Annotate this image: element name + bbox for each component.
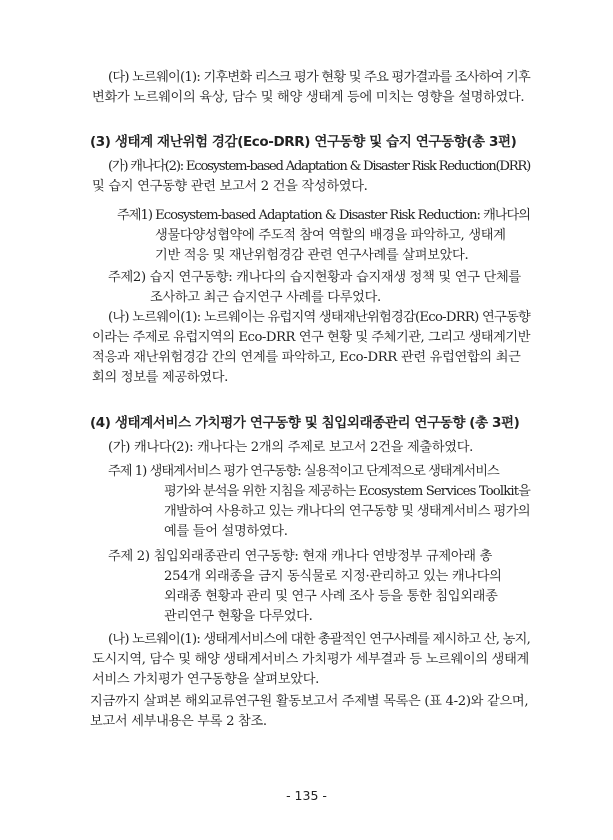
text-line: 주제 2) 침입외래종관리 연구동향: 현재 캐나다 연방정부 규제아래 총 <box>108 549 493 564</box>
text-line: 및 습지 연구동향 관련 보고서 2 건을 작성하였다. <box>92 179 368 194</box>
text-line: 254개 외래종을 금지 동식물로 지정·관리하고 있는 캐나다의 <box>164 569 502 584</box>
text-line: 적응과 재난위험경감 간의 연계를 파악하고, Eco-DRR 관련 유럽연합의 최근 <box>92 350 521 365</box>
text-line: 회의 정보를 제공하였다. <box>92 370 229 385</box>
text-line: 서비스 가치평가 연구동향을 살펴보았다. <box>92 672 320 687</box>
text-line: 평가와 분석을 위한 지침을 제공하는 Ecosystem Services Toolkit을 <box>164 484 530 499</box>
text-line: 기반 적응 및 재난위험경감 관련 연구사례를 살펴보았다. <box>155 248 469 263</box>
text-line: 이라는 주제로 유럽지역의 Eco-DRR 연구 현황 및 주체기관, 그리고 생태계기반 <box>92 330 530 345</box>
section-4-heading: (4) 생태계서비스 가치평가 연구동향 및 침입외래종관리 연구동향 (총 3편) <box>90 415 520 431</box>
section-3-topic-1 <box>117 206 530 266</box>
section-3-heading: (3) 생태계 재난위험 경감(Eco-DRR) 연구동향 및 습지 연구동향(총 3편) <box>90 134 517 150</box>
text-line: 지금까지 살펴본 해외교류연구원 활동보고서 주제별 목록은 (표 4-2)와 같으며, <box>90 694 529 709</box>
text-line: (가) 캐나다(2): 캐나다는 2개의 주제로 보고서 2건을 제출하였다. <box>108 440 474 455</box>
text-line: 주제1) Ecosystem-based Adaptation & Disaster Risk Reduction: 캐나다의 <box>117 208 530 223</box>
text-line: (나) 노르웨이(1): 생태계서비스에 대한 총괄적인 연구사례를 제시하고 산, 농지, <box>108 632 530 647</box>
text-line: (다) 노르웨이(1): 기후변화 리스크 평가 현황 및 주요 평가결과를 조사하여 기후 <box>108 70 530 85</box>
section-3-item-ga <box>92 157 530 197</box>
text-line: 보고서 세부내용은 부록 2 참조. <box>90 714 267 729</box>
text-line: 변화가 노르웨이의 육상, 담수 및 해양 생태계 등에 미치는 영향을 설명하였다. <box>92 90 525 105</box>
section-3-topic-2 <box>108 268 521 308</box>
text-line: 주제 1) 생태계서비스 평가 연구동향: 실용적이고 단계적으로 생태계서비스 <box>108 464 499 479</box>
text-line: (나) 노르웨이(1): 노르웨이는 유럽지역 생태재난위험경감(Eco-DRR) 연구동향 <box>108 310 530 325</box>
text-line: 예를 들어 설명하였다. <box>164 524 288 539</box>
intro-paragraph <box>92 68 530 108</box>
text-line: 생물다양성협약에 주도적 참여 역할의 배경을 파악하고, 생태계 <box>155 228 506 243</box>
section-4-item-ga <box>108 438 473 458</box>
section-3-item-na <box>92 308 530 388</box>
text-line: (가) 캐나다(2): Ecosystem-based Adaptation & Disaster Risk Reduction(DRR) <box>108 159 530 174</box>
text-line: 관리연구 현황을 다루었다. <box>164 609 313 624</box>
section-4-topic-2 <box>108 547 502 627</box>
text-line: 외래종 현황과 관리 및 연구 사례 조사 등을 통한 침입외래종 <box>164 589 498 604</box>
text-line: 조사하고 최근 습지연구 사례를 다루었다. <box>150 290 381 305</box>
page-number: - 135 - <box>286 788 327 803</box>
text-line: 도시지역, 담수 및 해양 생태계서비스 가치평가 세부결과 등 노르웨이의 생태계 <box>92 652 529 667</box>
section-4-topic-1 <box>108 462 530 542</box>
text-line: 주제2) 습지 연구동향: 캐나다의 습지현황과 습지재생 정책 및 연구 단체를 <box>108 270 521 285</box>
text-line: 개발하여 사용하고 있는 캐나다의 연구동향 및 생태계서비스 평가의 <box>164 504 530 519</box>
closing-paragraph <box>90 692 528 732</box>
section-4-item-na <box>92 630 530 690</box>
